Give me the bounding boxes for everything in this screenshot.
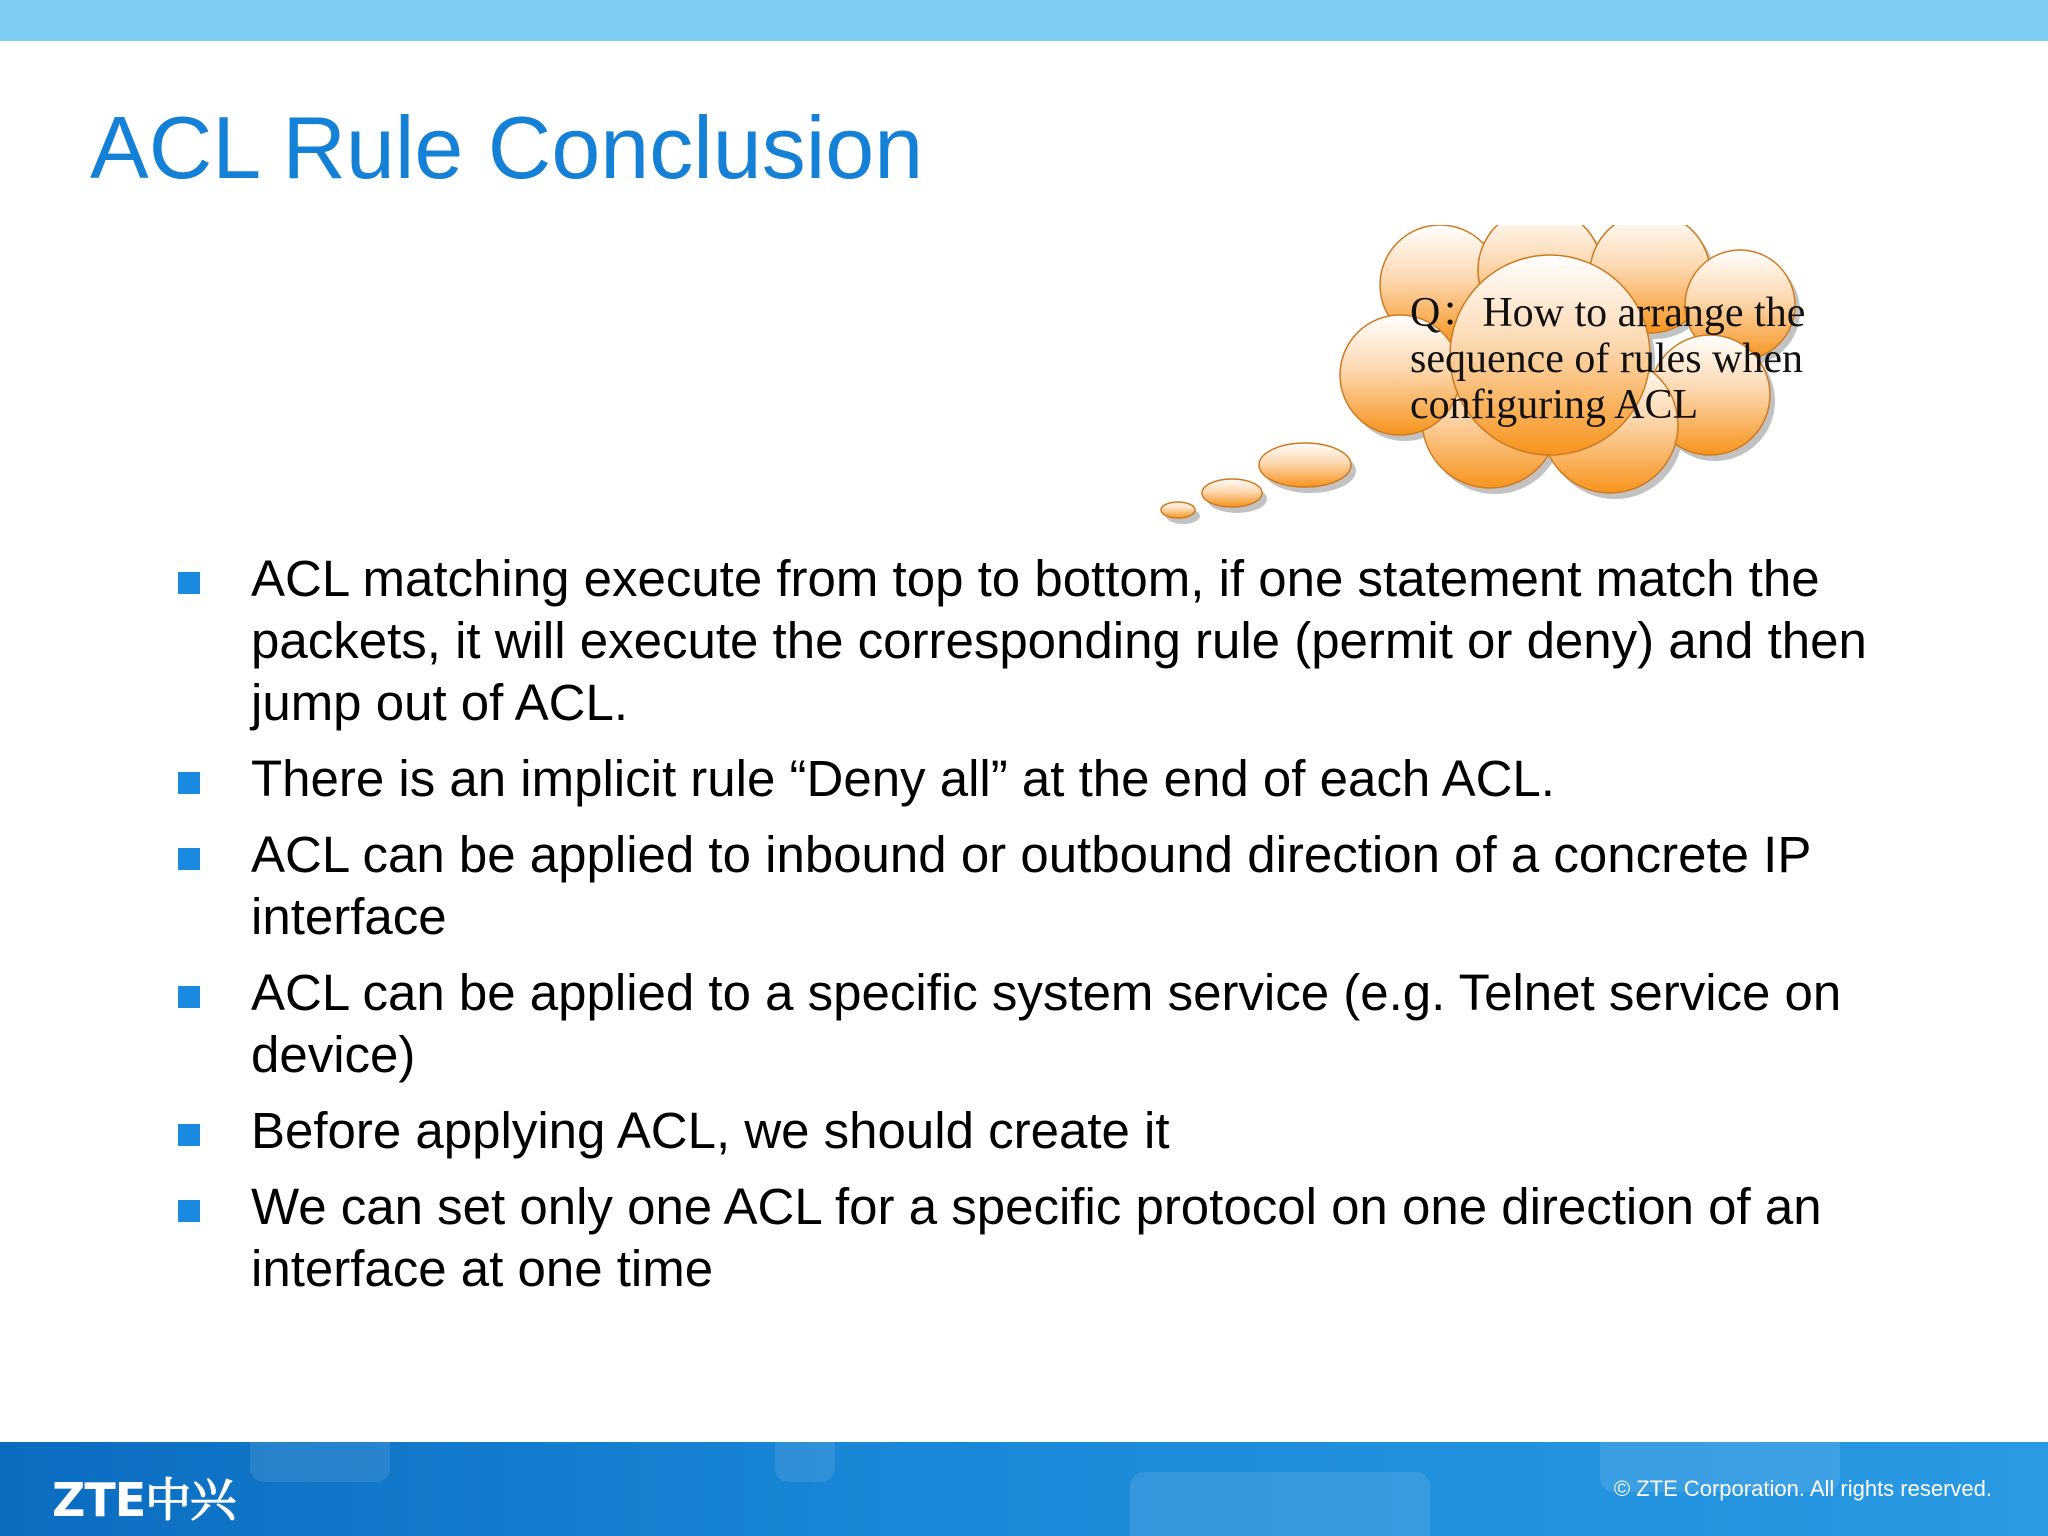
zte-logo: ZTE中兴: [52, 1473, 236, 1527]
square-bullet-icon: [178, 986, 200, 1008]
callout-question-text: Q：How to arrange the sequence of rules when configuring ACL: [1410, 290, 1806, 428]
square-bullet-icon: [178, 572, 200, 594]
bullet-item: [176, 548, 1876, 734]
bullet-text: ACL matching execute from top to bottom, if one statement match the packets, it will execute the corresponding rule (permit or deny) and then jump out of ACL.: [251, 550, 1867, 731]
top-accent-bar: [0, 0, 2048, 41]
bullet-item: [176, 1100, 1876, 1162]
bullet-text: We can set only one ACL for a specific protocol on one direction of an interface at one time: [251, 1178, 1822, 1297]
bullet-item: [176, 748, 1876, 810]
footer-decoration: [1130, 1472, 1430, 1536]
footer-bar: [0, 1442, 2048, 1536]
square-bullet-icon: [178, 1124, 200, 1146]
slide-title: ACL Rule Conclusion: [90, 98, 924, 197]
bullet-list: [176, 548, 1876, 1314]
square-bullet-icon: [178, 848, 200, 870]
bullet-text: Before applying ACL, we should create it: [251, 1102, 1170, 1159]
footer-decoration: [250, 1442, 390, 1482]
bullet-item: [176, 1176, 1876, 1300]
bullet-text: ACL can be applied to inbound or outbound direction of a concrete IP interface: [251, 826, 1811, 945]
square-bullet-icon: [178, 1200, 200, 1222]
bullet-item: [176, 962, 1876, 1086]
copyright-notice: © ZTE Corporation. All rights reserved.: [1613, 1476, 1992, 1501]
bullet-item: [176, 824, 1876, 948]
footer-decoration: [775, 1442, 835, 1482]
square-bullet-icon: [178, 772, 200, 794]
bullet-text: ACL can be applied to a specific system service (e.g. Telnet service on device): [251, 964, 1842, 1083]
bullet-text: There is an implicit rule “Deny all” at the end of each ACL.: [251, 750, 1555, 807]
